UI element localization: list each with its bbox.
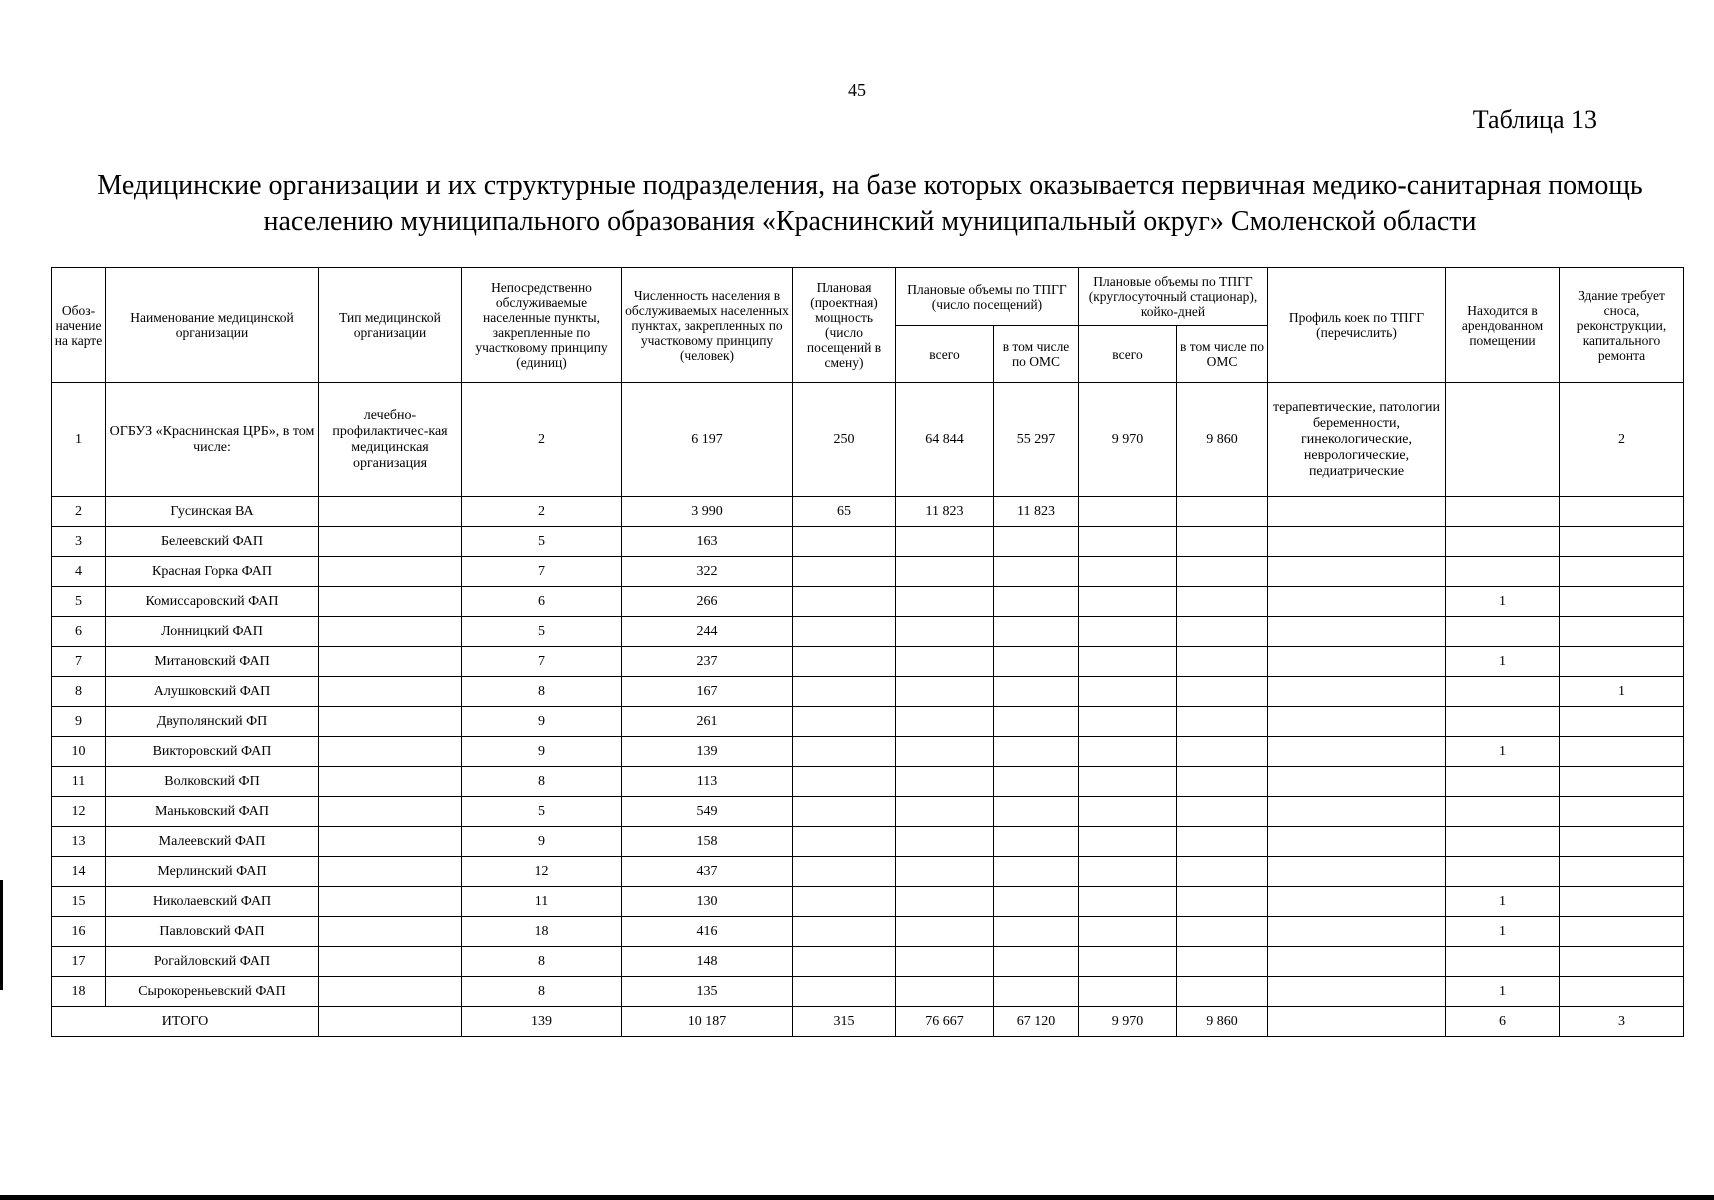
cell-settlements: 12 — [462, 857, 622, 887]
cell-visits-total — [896, 737, 994, 767]
cell-population: 3 990 — [622, 497, 793, 527]
cell-beds-oms — [1177, 857, 1268, 887]
cell-type — [319, 707, 462, 737]
cell-rented: 1 — [1446, 737, 1560, 767]
cell-beds-total — [1079, 587, 1177, 617]
header-visits-group: Плановые объемы по ТПГГ (число посещений) — [896, 268, 1079, 326]
cell-rented — [1446, 857, 1560, 887]
cell-name: Маньковский ФАП — [106, 797, 319, 827]
cell-population: 6 197 — [622, 383, 793, 497]
cell-beds-oms — [1177, 707, 1268, 737]
cell-visits-oms — [994, 887, 1079, 917]
cell-bed-profile — [1268, 857, 1446, 887]
cell-capacity — [793, 977, 896, 1007]
cell-capacity — [793, 797, 896, 827]
header-rented: Находится в арендованном помещении — [1446, 268, 1560, 383]
cell-beds-total — [1079, 917, 1177, 947]
cell-visits-oms — [994, 737, 1079, 767]
cell-beds-oms — [1177, 677, 1268, 707]
cell-settlements: 11 — [462, 887, 622, 917]
cell-visits-total — [896, 887, 994, 917]
table-row — [52, 677, 1684, 707]
cell-capacity — [793, 647, 896, 677]
cell-num: 7 — [52, 647, 106, 677]
cell-visits-total — [896, 947, 994, 977]
cell-rented — [1446, 527, 1560, 557]
cell-type — [319, 857, 462, 887]
cell-visits-total: 11 823 — [896, 497, 994, 527]
cell-type — [319, 977, 462, 1007]
cell-population: 163 — [622, 527, 793, 557]
cell-bed-profile — [1268, 617, 1446, 647]
cell-settlements: 7 — [462, 557, 622, 587]
cell-total-rented: 6 — [1446, 1007, 1560, 1037]
header-org-type: Тип медицинской организации — [319, 268, 462, 383]
cell-type — [319, 617, 462, 647]
cell-visits-oms — [994, 947, 1079, 977]
cell-rented — [1446, 677, 1560, 707]
cell-repair — [1560, 617, 1684, 647]
cell-visits-total — [896, 647, 994, 677]
cell-rented — [1446, 617, 1560, 647]
cell-type — [319, 557, 462, 587]
cell-population: 148 — [622, 947, 793, 977]
cell-repair — [1560, 737, 1684, 767]
cell-repair: 2 — [1560, 383, 1684, 497]
cell-repair: 1 — [1560, 677, 1684, 707]
cell-repair — [1560, 827, 1684, 857]
cell-name: Мерлинский ФАП — [106, 857, 319, 887]
cell-settlements: 7 — [462, 647, 622, 677]
cell-rented — [1446, 383, 1560, 497]
cell-bed-profile — [1268, 827, 1446, 857]
cell-repair — [1560, 857, 1684, 887]
cell-type — [319, 827, 462, 857]
cell-type — [319, 677, 462, 707]
cell-visits-oms — [994, 677, 1079, 707]
header-map-designation: Обоз-начение на карте — [52, 268, 106, 383]
cell-population: 135 — [622, 977, 793, 1007]
cell-visits-total — [896, 797, 994, 827]
cell-beds-oms — [1177, 527, 1268, 557]
cell-visits-total — [896, 827, 994, 857]
cell-num: 12 — [52, 797, 106, 827]
cell-rented — [1446, 947, 1560, 977]
cell-visits-total — [896, 707, 994, 737]
table-row — [52, 977, 1684, 1007]
cell-population: 261 — [622, 707, 793, 737]
cell-repair — [1560, 977, 1684, 1007]
cell-name: Рогайловский ФАП — [106, 947, 319, 977]
cell-beds-oms: 9 860 — [1177, 383, 1268, 497]
cell-beds-oms — [1177, 587, 1268, 617]
cell-total-population: 10 187 — [622, 1007, 793, 1037]
cell-visits-total — [896, 677, 994, 707]
cell-bed-profile: терапевтические, патологии беременности, гинекологические, неврологические, педиатрические — [1268, 383, 1446, 497]
table-row-main — [52, 383, 1684, 497]
cell-beds-total — [1079, 557, 1177, 587]
cell-settlements: 8 — [462, 767, 622, 797]
cell-visits-total — [896, 767, 994, 797]
cell-repair — [1560, 527, 1684, 557]
cell-settlements: 5 — [462, 527, 622, 557]
cell-num: 8 — [52, 677, 106, 707]
cell-bed-profile — [1268, 557, 1446, 587]
cell-name: Сырокореньевский ФАП — [106, 977, 319, 1007]
cell-type — [319, 737, 462, 767]
cell-bed-profile — [1268, 527, 1446, 557]
cell-name: Лонницкий ФАП — [106, 617, 319, 647]
cell-visits-total: 64 844 — [896, 383, 994, 497]
cell-settlements: 9 — [462, 827, 622, 857]
cell-total-beds-oms: 9 860 — [1177, 1007, 1268, 1037]
cell-name: Павловский ФАП — [106, 917, 319, 947]
cell-beds-oms — [1177, 797, 1268, 827]
table-row — [52, 857, 1684, 887]
cell-rented — [1446, 557, 1560, 587]
header-bed-profile: Профиль коек по ТПГГ (перечислить) — [1268, 268, 1446, 383]
cell-visits-total — [896, 857, 994, 887]
cell-settlements: 18 — [462, 917, 622, 947]
cell-repair — [1560, 767, 1684, 797]
cell-visits-total — [896, 977, 994, 1007]
cell-name: Комиссаровский ФАП — [106, 587, 319, 617]
cell-type — [319, 587, 462, 617]
cell-type — [319, 917, 462, 947]
header-settlements: Непосредственно обслуживаемые населенные пункты, закрепленные по участковому принципу (единиц) — [462, 268, 622, 383]
cell-bed-profile — [1268, 977, 1446, 1007]
cell-beds-oms — [1177, 977, 1268, 1007]
cell-rented — [1446, 767, 1560, 797]
cell-beds-oms — [1177, 827, 1268, 857]
cell-name: Белеевский ФАП — [106, 527, 319, 557]
cell-visits-oms — [994, 827, 1079, 857]
cell-visits-total — [896, 557, 994, 587]
cell-type — [319, 527, 462, 557]
header-beds-oms: в том числе по ОМС — [1177, 326, 1268, 383]
cell-beds-total — [1079, 947, 1177, 977]
cell-name: Волковский ФП — [106, 767, 319, 797]
cell-rented — [1446, 797, 1560, 827]
cell-beds-oms — [1177, 557, 1268, 587]
cell-visits-total — [896, 917, 994, 947]
cell-visits-oms: 55 297 — [994, 383, 1079, 497]
cell-total-label: ИТОГО — [52, 1007, 319, 1037]
cell-type — [319, 767, 462, 797]
cell-capacity — [793, 827, 896, 857]
cell-visits-oms — [994, 587, 1079, 617]
cell-population: 158 — [622, 827, 793, 857]
cell-beds-oms — [1177, 767, 1268, 797]
table-row — [52, 527, 1684, 557]
cell-total-capacity: 315 — [793, 1007, 896, 1037]
table-row — [52, 497, 1684, 527]
cell-repair — [1560, 587, 1684, 617]
cell-visits-total — [896, 527, 994, 557]
cell-bed-profile — [1268, 767, 1446, 797]
cell-rented: 1 — [1446, 587, 1560, 617]
cell-bed-profile — [1268, 677, 1446, 707]
cell-beds-oms — [1177, 647, 1268, 677]
cell-num: 15 — [52, 887, 106, 917]
cell-population: 416 — [622, 917, 793, 947]
cell-num: 6 — [52, 617, 106, 647]
cell-beds-oms — [1177, 887, 1268, 917]
scan-edge-mark — [0, 880, 3, 990]
cell-settlements: 8 — [462, 947, 622, 977]
cell-population: 244 — [622, 617, 793, 647]
cell-beds-total — [1079, 767, 1177, 797]
cell-num: 1 — [52, 383, 106, 497]
cell-rented — [1446, 497, 1560, 527]
cell-population: 113 — [622, 767, 793, 797]
title-line-2: населению муниципального образования «Краснинский муниципальный округ» Смоленской области — [263, 206, 1477, 237]
cell-num: 18 — [52, 977, 106, 1007]
cell-bed-profile — [1268, 737, 1446, 767]
cell-bed-profile — [1268, 647, 1446, 677]
cell-settlements: 9 — [462, 737, 622, 767]
cell-beds-oms — [1177, 617, 1268, 647]
cell-name: Алушковский ФАП — [106, 677, 319, 707]
cell-total-settlements: 139 — [462, 1007, 622, 1037]
cell-capacity — [793, 887, 896, 917]
cell-beds-total — [1079, 977, 1177, 1007]
cell-total-bed-profile — [1268, 1007, 1446, 1037]
cell-repair — [1560, 887, 1684, 917]
cell-rented — [1446, 707, 1560, 737]
scan-bottom-edge — [0, 1195, 1714, 1200]
table-row — [52, 647, 1684, 677]
cell-visits-total — [896, 617, 994, 647]
cell-beds-total — [1079, 647, 1177, 677]
cell-repair — [1560, 797, 1684, 827]
header-capacity: Плановая (проектная) мощность (число посещений в смену) — [793, 268, 896, 383]
header-beds-total: всего — [1079, 326, 1177, 383]
cell-bed-profile — [1268, 917, 1446, 947]
cell-repair — [1560, 947, 1684, 977]
cell-num: 9 — [52, 707, 106, 737]
cell-population: 139 — [622, 737, 793, 767]
cell-rented: 1 — [1446, 647, 1560, 677]
cell-bed-profile — [1268, 887, 1446, 917]
table-row — [52, 617, 1684, 647]
cell-repair — [1560, 707, 1684, 737]
cell-population: 237 — [622, 647, 793, 677]
cell-beds-oms — [1177, 917, 1268, 947]
cell-settlements: 2 — [462, 383, 622, 497]
header-visits-oms: в том числе по ОМС — [994, 326, 1079, 383]
page-number: 45 — [848, 80, 866, 100]
title-line-1: Медицинские организации и их структурные подразделения, на базе которых оказывается первичная медико-санитарная помощь — [97, 170, 1643, 201]
cell-capacity — [793, 767, 896, 797]
cell-name: Гусинская ВА — [106, 497, 319, 527]
medical-organizations-table — [51, 267, 1684, 1037]
table-row — [52, 947, 1684, 977]
cell-capacity: 65 — [793, 497, 896, 527]
cell-visits-oms — [994, 797, 1079, 827]
table-row — [52, 707, 1684, 737]
table-row — [52, 557, 1684, 587]
cell-population: 437 — [622, 857, 793, 887]
cell-name: Митановский ФАП — [106, 647, 319, 677]
cell-name: Красная Горка ФАП — [106, 557, 319, 587]
table-row — [52, 587, 1684, 617]
cell-rented: 1 — [1446, 887, 1560, 917]
cell-type — [319, 497, 462, 527]
cell-type — [319, 647, 462, 677]
cell-num: 5 — [52, 587, 106, 617]
cell-capacity — [793, 737, 896, 767]
cell-capacity — [793, 527, 896, 557]
cell-bed-profile — [1268, 587, 1446, 617]
cell-repair — [1560, 497, 1684, 527]
cell-bed-profile — [1268, 497, 1446, 527]
table-caption: Таблица 13 — [1472, 105, 1597, 134]
header-beds-group: Плановые объемы по ТПГГ (круглосуточный стационар), койко-дней — [1079, 268, 1268, 326]
cell-visits-oms — [994, 857, 1079, 887]
cell-population: 130 — [622, 887, 793, 917]
cell-capacity — [793, 587, 896, 617]
cell-beds-total: 9 970 — [1079, 383, 1177, 497]
cell-type: лечебно-профилактичес-кая медицинская организация — [319, 383, 462, 497]
cell-capacity — [793, 707, 896, 737]
cell-capacity — [793, 557, 896, 587]
cell-beds-total — [1079, 677, 1177, 707]
cell-population: 266 — [622, 587, 793, 617]
cell-settlements: 8 — [462, 677, 622, 707]
cell-beds-oms — [1177, 737, 1268, 767]
cell-type — [319, 947, 462, 977]
table-row — [52, 887, 1684, 917]
cell-settlements: 6 — [462, 587, 622, 617]
table-row — [52, 737, 1684, 767]
cell-capacity — [793, 917, 896, 947]
header-repair: Здание требует сноса, реконструкции, капитального ремонта — [1560, 268, 1684, 383]
table-row — [52, 767, 1684, 797]
cell-num: 13 — [52, 827, 106, 857]
cell-visits-oms — [994, 977, 1079, 1007]
document-title — [60, 168, 1680, 240]
cell-bed-profile — [1268, 797, 1446, 827]
cell-settlements: 9 — [462, 707, 622, 737]
cell-population: 549 — [622, 797, 793, 827]
cell-beds-total — [1079, 797, 1177, 827]
cell-repair — [1560, 917, 1684, 947]
cell-beds-total — [1079, 527, 1177, 557]
table-row — [52, 827, 1684, 857]
cell-beds-total — [1079, 707, 1177, 737]
cell-beds-total — [1079, 497, 1177, 527]
cell-visits-oms — [994, 527, 1079, 557]
cell-beds-total — [1079, 857, 1177, 887]
cell-name: Викторовский ФАП — [106, 737, 319, 767]
cell-visits-oms — [994, 707, 1079, 737]
cell-beds-total — [1079, 887, 1177, 917]
cell-name: Двуполянский ФП — [106, 707, 319, 737]
cell-settlements: 5 — [462, 797, 622, 827]
table-row-total — [52, 1007, 1684, 1037]
cell-num: 10 — [52, 737, 106, 767]
cell-rented: 1 — [1446, 917, 1560, 947]
cell-capacity — [793, 617, 896, 647]
cell-repair — [1560, 557, 1684, 587]
cell-bed-profile — [1268, 707, 1446, 737]
cell-beds-oms — [1177, 947, 1268, 977]
cell-num: 17 — [52, 947, 106, 977]
cell-beds-total — [1079, 827, 1177, 857]
cell-num: 14 — [52, 857, 106, 887]
cell-total-visits-total: 76 667 — [896, 1007, 994, 1037]
table-row — [52, 797, 1684, 827]
cell-num: 2 — [52, 497, 106, 527]
cell-total-repair: 3 — [1560, 1007, 1684, 1037]
cell-name: Николаевский ФАП — [106, 887, 319, 917]
cell-total-visits-oms: 67 120 — [994, 1007, 1079, 1037]
cell-capacity — [793, 677, 896, 707]
cell-beds-total — [1079, 617, 1177, 647]
cell-num: 3 — [52, 527, 106, 557]
header-row-1 — [52, 268, 1684, 326]
header-visits-total: всего — [896, 326, 994, 383]
cell-population: 167 — [622, 677, 793, 707]
cell-rented — [1446, 827, 1560, 857]
cell-visits-oms — [994, 647, 1079, 677]
cell-visits-oms: 11 823 — [994, 497, 1079, 527]
cell-settlements: 8 — [462, 977, 622, 1007]
header-org-name: Наименование медицинской организации — [106, 268, 319, 383]
cell-visits-oms — [994, 617, 1079, 647]
cell-capacity — [793, 947, 896, 977]
cell-capacity — [793, 857, 896, 887]
cell-capacity: 250 — [793, 383, 896, 497]
cell-settlements: 2 — [462, 497, 622, 527]
cell-num: 11 — [52, 767, 106, 797]
cell-type — [319, 887, 462, 917]
cell-visits-oms — [994, 557, 1079, 587]
cell-name: Малеевский ФАП — [106, 827, 319, 857]
cell-num: 16 — [52, 917, 106, 947]
cell-population: 322 — [622, 557, 793, 587]
cell-num: 4 — [52, 557, 106, 587]
cell-name: ОГБУЗ «Краснинская ЦРБ», в том числе: — [106, 383, 319, 497]
cell-type — [319, 797, 462, 827]
cell-rented: 1 — [1446, 977, 1560, 1007]
cell-beds-oms — [1177, 497, 1268, 527]
cell-repair — [1560, 647, 1684, 677]
cell-visits-oms — [994, 767, 1079, 797]
cell-bed-profile — [1268, 947, 1446, 977]
cell-total-type — [319, 1007, 462, 1037]
cell-beds-total — [1079, 737, 1177, 767]
cell-visits-total — [896, 587, 994, 617]
cell-settlements: 5 — [462, 617, 622, 647]
cell-visits-oms — [994, 917, 1079, 947]
cell-total-beds-total: 9 970 — [1079, 1007, 1177, 1037]
table-row — [52, 917, 1684, 947]
header-population: Численность населения в обслуживаемых населенных пунктах, закрепленных по участковому принципу (человек) — [622, 268, 793, 383]
